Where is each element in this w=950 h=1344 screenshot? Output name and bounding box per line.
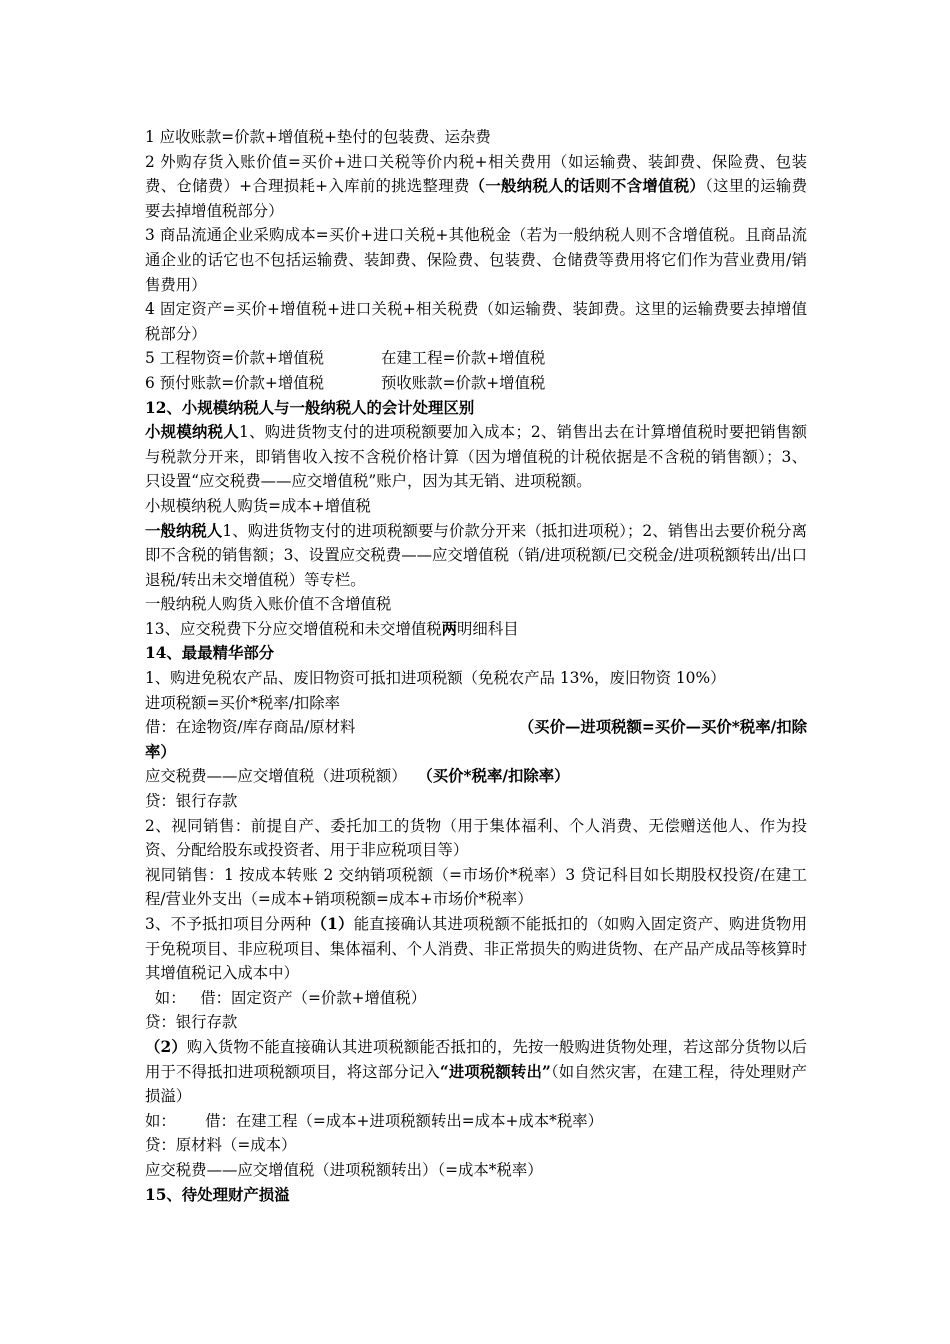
line-engineering-materials bbox=[145, 346, 807, 371]
line-deemed-sales-steps: 视同销售：1 按成本转账 2 交纳销项税额（=市场价*税率）3 贷记科目如长期股权投资/在建工程/营业外支出（=成本+销项税额=成本+市场价*税率） bbox=[145, 865, 807, 909]
heading-13-text: 13、应交税费下分应交增值税和未交增值税 bbox=[145, 619, 442, 638]
general-taxpayer-paragraph bbox=[145, 519, 807, 593]
general-taxpayer-text: 1、购进货物支付的进项税额要与价款分开来（抵扣进项税）；2、销售出去要价税分离即不含税的销售额；3、设置应交税费——应交增值税（销/进项税额/已交税金/进项税额转出/出口退税/转出未交增值税）等专栏。 bbox=[145, 521, 807, 589]
non-deductible-2-text: 购入货物不能直接确认其进项税额能否抵扣的，先按一般购进货物处理，若这部分货物以后用于不得抵扣进项税额项目，将这部分记入 bbox=[145, 1037, 807, 1081]
small-taxpayer-paragraph bbox=[145, 420, 807, 494]
heading-12: 12、小规模纳税人与一般纳税人的会计处理区别 bbox=[145, 398, 475, 417]
vat-input-text: 应交税费——应交增值税（进项税额） bbox=[145, 767, 407, 786]
line-example-credit-bank: 贷：银行存款 bbox=[145, 1013, 238, 1032]
input-tax-transfer-out: “进项税额转出” bbox=[439, 1062, 551, 1081]
heading-14: 14、最最精华部分 bbox=[145, 644, 275, 663]
non-deductible-detail: 能直接确认其进项税额不能抵扣的（如购入固定资产、购进货物用于免税项目、非应税项目、集体福利、个人消费、非正常损失的购进货物、在产品产成品等核算时其增值税记入成本中） bbox=[145, 915, 807, 983]
engineering-materials-text: 5 工程物资=价款+增值税 bbox=[145, 349, 324, 368]
heading-13-tail: 明细科目 bbox=[457, 619, 519, 638]
line-fixed-assets: 4 固定资产=买价+增值税+进口关税+相关税费（如运输费、装卸费。这里的运输费要去掉增值税部分） bbox=[145, 300, 807, 343]
debit-materials-text: 借：在途物资/库存商品/原材料 bbox=[145, 718, 356, 737]
line-input-tax-formula: 进项税额=买价*税率/扣除率 bbox=[145, 693, 341, 712]
non-deductible-text: 3、不予抵扣项目分两种 bbox=[145, 915, 312, 933]
line-non-deductible-2 bbox=[145, 1035, 807, 1109]
line-example-construction: 如： 借：在建工程（=成本+进项税额转出=成本+成本*税率） bbox=[145, 1111, 604, 1130]
heading-13 bbox=[145, 617, 807, 642]
example-fixed-asset-text: 如： 借：固定资产（=价款+增值税） bbox=[154, 988, 427, 1007]
debit-materials-formula-end: 率） bbox=[145, 742, 176, 761]
inventory-cost-note-bold: （一般纳税人的话则不含增值税） bbox=[469, 177, 706, 196]
line-example-credit-materials: 贷：原材料（=成本） bbox=[145, 1136, 297, 1155]
line-vat-input bbox=[145, 764, 807, 789]
line-debit-materials bbox=[145, 715, 807, 740]
general-taxpayer-purchase: 一般纳税人购货入账价值不含增值税 bbox=[145, 595, 392, 614]
non-deductible-marker-2: （2） bbox=[145, 1037, 187, 1056]
vat-input-formula-text: （买价*税率/扣除率） bbox=[417, 767, 570, 786]
inventory-cost-text: 2 外购存货入账价值=买价+进口关税等价内税+相关费用（如运输费、装卸费、保险费、包装费、仓储费）+合理损耗+入库前的挑选整理费 bbox=[145, 152, 807, 196]
heading-13-bold: 两 bbox=[441, 619, 458, 638]
non-deductible-2-examples: （如自然灾害，在建工程，待处理财产损溢） bbox=[145, 1062, 807, 1106]
document-body bbox=[145, 125, 807, 1207]
heading-15: 15、待处理财产损溢 bbox=[145, 1185, 290, 1204]
line-prepayments bbox=[145, 371, 807, 396]
line-credit-bank: 贷：银行存款 bbox=[145, 792, 238, 811]
prepayments-text: 6 预付账款=价款+增值税 bbox=[145, 373, 324, 392]
line-example-fixed-asset bbox=[145, 986, 807, 1011]
line-commerce-cost: 3 商品流通企业采购成本=买价+进口关税+其他税金（若为一般纳税人则不含增值税。且商品流通企业的话它也不包括运输费、装卸费、保险费、包装费、仓储费等费用将它们作为营业费用/销售费用） bbox=[145, 226, 807, 294]
line-inventory-cost bbox=[145, 150, 807, 224]
non-deductible-marker-1: （1） bbox=[311, 915, 354, 933]
line-non-deductible bbox=[145, 912, 807, 986]
vat-input-formula bbox=[407, 767, 570, 785]
line-deemed-sales: 2、视同销售：前提自产、委托加工的货物（用于集体福利、个人消费、无偿赠送他人、作为投资、分配给股东或投资者、用于非应税项目等） bbox=[145, 816, 807, 860]
small-taxpayer-label: 小规模纳税人 bbox=[145, 423, 240, 442]
line-example-vat-transfer: 应交税费——应交增值税（进项税额转出）（=成本*税率） bbox=[145, 1160, 543, 1179]
debit-materials-formula: （买价—进项税额=买价—买价*税率/扣除 bbox=[518, 718, 807, 737]
small-taxpayer-purchase: 小规模纳税人购货=成本+增值税 bbox=[145, 496, 371, 515]
small-taxpayer-text: 1、购进货物支付的进项税额要加入成本；2、销售出去在计算增值税时要把销售额与税款分开来，即销售收入按不含税价格计算（因为增值税的计税依据是不含税的销售额）；3、只设置“应交税费——应交增值税”账户，因为其无销、进项税额。 bbox=[145, 423, 807, 491]
general-taxpayer-label: 一般纳税人 bbox=[145, 521, 223, 540]
construction-in-progress-text: 在建工程=价款+增值税 bbox=[381, 349, 546, 368]
line-receivables: 1 应收账款=价款+增值税+垫付的包装费、运杂费 bbox=[145, 128, 491, 146]
advance-receipts-text: 预收账款=价款+增值税 bbox=[381, 373, 546, 392]
line-tax-exempt-purchase: 1、购进免税农产品、废旧物资可抵扣进项税额（免税农产品 13%，废旧物资 10%） bbox=[145, 669, 726, 688]
inventory-cost-note: （这里的运输费要去掉增值税部分） bbox=[145, 177, 807, 220]
